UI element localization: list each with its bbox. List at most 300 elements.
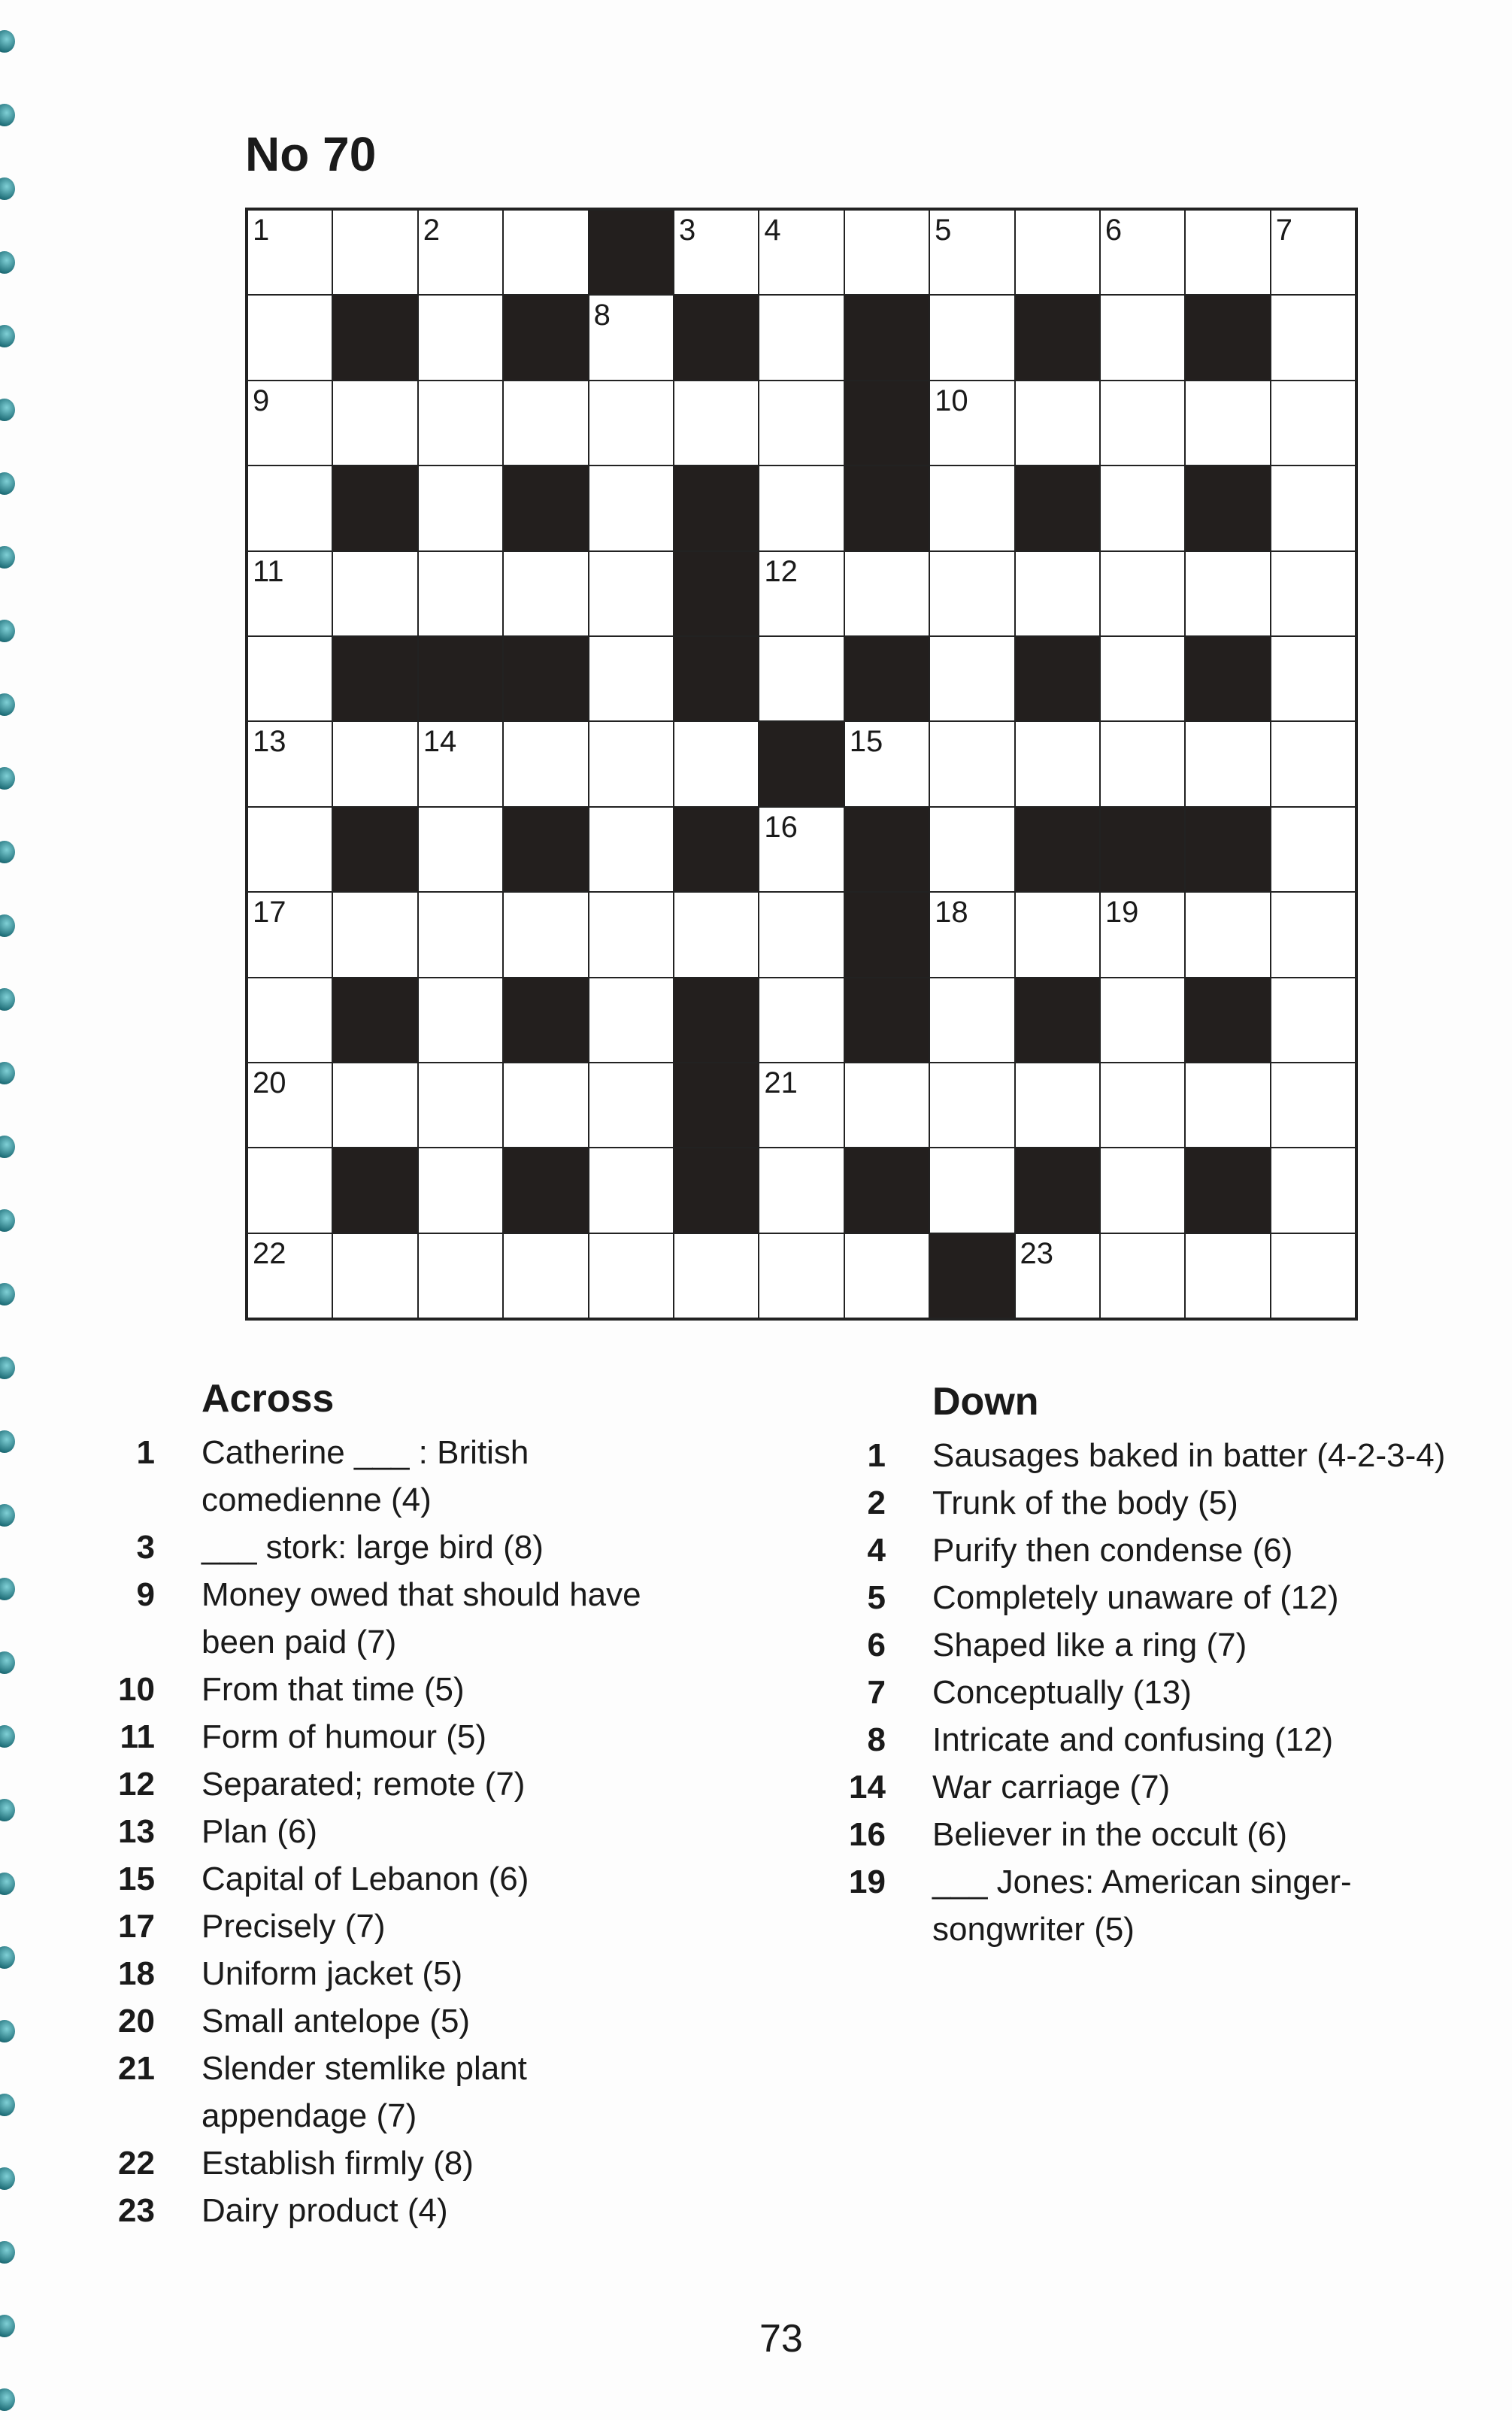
grid-cell[interactable] — [674, 1233, 759, 1318]
black-square — [332, 978, 417, 1063]
black-square — [929, 1233, 1014, 1318]
grid-cell[interactable] — [247, 892, 332, 977]
grid-cell[interactable] — [1015, 551, 1100, 636]
clue-number: 16 — [849, 1816, 886, 1853]
clue-number: 6 — [867, 1627, 886, 1663]
grid-cell[interactable] — [332, 892, 417, 977]
across-clue — [95, 1950, 690, 1997]
black-square — [1185, 978, 1270, 1063]
black-square — [503, 807, 588, 892]
clue-number: 21 — [118, 2050, 155, 2087]
black-square — [674, 466, 759, 550]
grid-cell[interactable] — [1271, 381, 1356, 466]
grid-cell[interactable] — [674, 210, 759, 295]
down-clue — [826, 1716, 1504, 1763]
grid-cell[interactable] — [503, 1233, 588, 1318]
grid-cell[interactable] — [929, 210, 1014, 295]
down-clue — [826, 1811, 1504, 1858]
black-square — [1185, 466, 1270, 550]
grid-cell[interactable] — [759, 1148, 844, 1233]
cell-number: 16 — [764, 810, 798, 844]
down-clue — [826, 1479, 1504, 1527]
grid-cell[interactable] — [929, 892, 1014, 977]
clue-number: 13 — [118, 1813, 155, 1850]
clue-number: 22 — [118, 2145, 155, 2182]
clue-text: Intricate and confusing (12) — [932, 1721, 1334, 1758]
grid-cell[interactable] — [1015, 210, 1100, 295]
grid-cell[interactable] — [589, 551, 674, 636]
grid-cell[interactable] — [247, 466, 332, 550]
clue-number: 12 — [118, 1766, 155, 1803]
clue-text: Trunk of the body (5) — [932, 1484, 1238, 1521]
clue-text: Money owed that should have been paid (7) — [201, 1576, 641, 1660]
grid-cell[interactable] — [759, 295, 844, 380]
clue-number: 4 — [867, 1532, 886, 1569]
grid-cell[interactable] — [418, 807, 503, 892]
grid-cell[interactable] — [929, 466, 1014, 550]
grid-cell[interactable] — [247, 381, 332, 466]
across-clue — [95, 1713, 690, 1760]
across-clue — [95, 1524, 690, 1571]
across-clue — [95, 1429, 690, 1524]
clue-text: Establish firmly (8) — [201, 2145, 474, 2182]
spiral-ring — [0, 693, 15, 716]
down-clue — [826, 1574, 1504, 1621]
grid-cell[interactable] — [332, 1233, 417, 1318]
spiral-ring — [0, 620, 15, 642]
cell-number: 23 — [1020, 1236, 1054, 1270]
grid-cell[interactable] — [1271, 551, 1356, 636]
grid-cell[interactable] — [844, 210, 929, 295]
grid-cell[interactable] — [418, 1063, 503, 1148]
down-clue — [826, 1527, 1504, 1574]
grid-cell[interactable] — [1015, 1063, 1100, 1148]
grid-cell[interactable] — [1185, 381, 1270, 466]
black-square — [1015, 466, 1100, 550]
clue-text: Catherine ___ : British comedienne (4) — [201, 1434, 529, 1518]
grid-cell[interactable] — [1185, 721, 1270, 806]
puzzle-title: No 70 — [245, 127, 377, 181]
across-clue — [95, 2045, 690, 2139]
grid-cell[interactable] — [1100, 1148, 1185, 1233]
grid-cell[interactable] — [247, 1233, 332, 1318]
across-clue — [95, 1903, 690, 1950]
black-square — [844, 807, 929, 892]
grid-cell[interactable] — [503, 1063, 588, 1148]
down-clue — [826, 1621, 1504, 1669]
grid-cell[interactable] — [759, 381, 844, 466]
grid-cell[interactable] — [1271, 892, 1356, 977]
grid-cell[interactable] — [929, 721, 1014, 806]
grid-cell[interactable] — [589, 381, 674, 466]
spiral-ring — [0, 546, 15, 569]
clue-text: From that time (5) — [201, 1671, 465, 1708]
grid-cell[interactable] — [247, 295, 332, 380]
clue-number: 23 — [118, 2192, 155, 2229]
black-square — [503, 295, 588, 380]
grid-cell[interactable] — [503, 721, 588, 806]
clue-text: Purify then condense (6) — [932, 1532, 1293, 1569]
grid-cell[interactable] — [247, 1148, 332, 1233]
spiral-binding — [0, 0, 23, 2420]
grid-cell[interactable] — [1015, 892, 1100, 977]
grid-cell[interactable] — [589, 1063, 674, 1148]
spiral-ring — [0, 1283, 15, 1306]
grid-cell[interactable] — [247, 721, 332, 806]
clue-number: 20 — [118, 2003, 155, 2039]
grid-cell[interactable] — [503, 551, 588, 636]
grid-cell[interactable] — [332, 210, 417, 295]
cell-number: 11 — [253, 554, 284, 588]
grid-cell[interactable] — [589, 1148, 674, 1233]
down-clue — [826, 1669, 1504, 1716]
black-square — [844, 381, 929, 466]
grid-cell[interactable] — [589, 1233, 674, 1318]
grid-cell[interactable] — [1185, 210, 1270, 295]
grid-cell[interactable] — [418, 466, 503, 550]
clue-text: Capital of Lebanon (6) — [201, 1860, 529, 1897]
cell-number: 10 — [935, 384, 968, 417]
across-clue — [95, 1571, 690, 1666]
black-square — [503, 978, 588, 1063]
grid-cell[interactable] — [418, 551, 503, 636]
grid-cell[interactable] — [759, 807, 844, 892]
grid-cell[interactable] — [1185, 551, 1270, 636]
spiral-ring — [0, 104, 15, 126]
black-square — [1015, 807, 1100, 892]
black-square — [844, 978, 929, 1063]
grid-cell[interactable] — [1015, 721, 1100, 806]
grid-cell[interactable] — [332, 721, 417, 806]
spiral-ring — [0, 767, 15, 790]
grid-cell[interactable] — [247, 807, 332, 892]
cell-number: 7 — [1275, 214, 1292, 247]
clue-number: 3 — [136, 1529, 155, 1566]
grid-cell[interactable] — [589, 295, 674, 380]
grid-cell[interactable] — [1271, 466, 1356, 550]
clue-text: Slender stemlike plant appendage (7) — [201, 2050, 527, 2134]
cell-number: 8 — [593, 299, 611, 332]
grid-cell[interactable] — [332, 1063, 417, 1148]
spiral-ring — [0, 177, 15, 200]
grid-cell[interactable] — [503, 381, 588, 466]
clue-number: 9 — [136, 1576, 155, 1613]
clue-number: 18 — [118, 1955, 155, 1992]
grid-cell[interactable] — [1271, 1233, 1356, 1318]
down-clue — [826, 1763, 1504, 1811]
grid-cell[interactable] — [759, 892, 844, 977]
across-clue — [95, 1808, 690, 1855]
cell-number: 18 — [935, 896, 968, 929]
cell-number: 15 — [849, 725, 883, 759]
clue-number: 11 — [120, 1718, 155, 1755]
across-clue — [95, 1855, 690, 1903]
black-square — [844, 636, 929, 721]
spiral-ring — [0, 1209, 15, 1232]
black-square — [844, 1148, 929, 1233]
grid-cell[interactable] — [503, 210, 588, 295]
page-number: 73 — [759, 2317, 803, 2361]
black-square — [674, 636, 759, 721]
grid-cell[interactable] — [1271, 210, 1356, 295]
down-clue — [826, 1432, 1504, 1479]
grid-cell[interactable] — [589, 466, 674, 550]
grid-cell[interactable] — [1185, 1063, 1270, 1148]
grid-cell[interactable] — [247, 1063, 332, 1148]
clue-text: War carriage (7) — [932, 1769, 1171, 1806]
spiral-ring — [0, 325, 15, 347]
black-square — [674, 978, 759, 1063]
spiral-ring — [0, 30, 15, 53]
grid-cell[interactable] — [1100, 381, 1185, 466]
grid-cell[interactable] — [1185, 892, 1270, 977]
clue-number: 5 — [867, 1579, 886, 1616]
black-square — [674, 807, 759, 892]
grid-cell[interactable] — [844, 1063, 929, 1148]
grid-cell[interactable] — [589, 892, 674, 977]
grid-cell[interactable] — [844, 551, 929, 636]
spiral-ring — [0, 988, 15, 1011]
spiral-ring — [0, 1430, 15, 1453]
black-square — [332, 1148, 417, 1233]
spiral-ring — [0, 1873, 15, 1895]
spiral-ring — [0, 1725, 15, 1748]
clue-number: 17 — [118, 1908, 155, 1945]
grid-cell[interactable] — [247, 210, 332, 295]
black-square — [503, 466, 588, 550]
cell-number: 9 — [253, 384, 270, 417]
grid-cell[interactable] — [247, 551, 332, 636]
black-square — [1185, 636, 1270, 721]
black-square — [418, 636, 503, 721]
grid-cell[interactable] — [503, 892, 588, 977]
black-square — [332, 807, 417, 892]
grid-cell[interactable] — [929, 381, 1014, 466]
grid-cell[interactable] — [759, 1233, 844, 1318]
grid-cell[interactable] — [418, 210, 503, 295]
grid-cell[interactable] — [929, 295, 1014, 380]
grid-cell[interactable] — [247, 978, 332, 1063]
grid-cell[interactable] — [674, 381, 759, 466]
clue-number: 1 — [136, 1434, 155, 1471]
spiral-ring — [0, 251, 15, 274]
clue-number: 14 — [849, 1769, 886, 1806]
grid-cell[interactable] — [1100, 466, 1185, 550]
clue-text: Conceptually (13) — [932, 1674, 1192, 1711]
clue-text: Plan (6) — [201, 1813, 318, 1850]
grid-cell[interactable] — [844, 1233, 929, 1318]
grid-cell[interactable] — [759, 551, 844, 636]
grid-cell[interactable] — [929, 807, 1014, 892]
grid-cell[interactable] — [759, 1063, 844, 1148]
clue-number: 19 — [849, 1864, 886, 1900]
across-clue-list — [95, 1429, 690, 2234]
clue-text: Completely unaware of (12) — [932, 1579, 1339, 1616]
grid-cell[interactable] — [1271, 295, 1356, 380]
clue-text: Small antelope (5) — [201, 2003, 471, 2039]
black-square — [1185, 807, 1270, 892]
grid-cell[interactable] — [759, 466, 844, 550]
spiral-ring — [0, 2020, 15, 2042]
grid-cell[interactable] — [418, 381, 503, 466]
cell-number: 4 — [764, 214, 781, 247]
cell-number: 19 — [1104, 896, 1139, 929]
cell-number: 14 — [423, 725, 457, 759]
spiral-ring — [0, 399, 15, 421]
grid-cell[interactable] — [1271, 721, 1356, 806]
grid-cell[interactable] — [332, 551, 417, 636]
cell-number: 20 — [253, 1066, 286, 1099]
spiral-ring — [0, 1799, 15, 1821]
spiral-ring — [0, 1946, 15, 1969]
clue-text: ___ stork: large bird (8) — [201, 1529, 544, 1566]
black-square — [1015, 978, 1100, 1063]
grid-cell[interactable] — [418, 1233, 503, 1318]
grid-cell[interactable] — [418, 978, 503, 1063]
grid-cell[interactable] — [332, 381, 417, 466]
clue-number: 2 — [867, 1484, 886, 1521]
spiral-ring — [0, 2315, 15, 2337]
across-clue — [95, 1760, 690, 1808]
spiral-ring — [0, 1578, 15, 1600]
black-square — [1100, 807, 1185, 892]
clue-text: Separated; remote (7) — [201, 1766, 526, 1803]
black-square — [674, 1063, 759, 1148]
grid-cell[interactable] — [1100, 636, 1185, 721]
black-square — [1185, 295, 1270, 380]
cell-number: 13 — [253, 725, 286, 759]
grid-cell[interactable] — [418, 721, 503, 806]
spiral-ring — [0, 2094, 15, 2116]
black-square — [674, 551, 759, 636]
cell-number: 12 — [764, 554, 798, 588]
black-square — [844, 466, 929, 550]
grid-cell[interactable] — [1100, 295, 1185, 380]
grid-cell[interactable] — [589, 721, 674, 806]
black-square — [1185, 1148, 1270, 1233]
grid-cell[interactable] — [1100, 978, 1185, 1063]
black-square — [1015, 636, 1100, 721]
clue-text: Shaped like a ring (7) — [932, 1627, 1247, 1663]
across-clue — [95, 2187, 690, 2234]
cell-number: 2 — [423, 214, 441, 247]
cell-number: 3 — [678, 214, 696, 247]
clue-number: 10 — [118, 1671, 155, 1708]
clue-number: 15 — [118, 1860, 155, 1897]
grid-cell[interactable] — [929, 1148, 1014, 1233]
clue-number: 1 — [867, 1437, 886, 1474]
clue-text: Believer in the occult (6) — [932, 1816, 1287, 1853]
grid-cell[interactable] — [1271, 1148, 1356, 1233]
black-square — [332, 636, 417, 721]
grid-cell[interactable] — [1100, 1063, 1185, 1148]
grid-cell[interactable] — [418, 1148, 503, 1233]
clue-number: 8 — [867, 1721, 886, 1758]
grid-cell[interactable] — [844, 721, 929, 806]
grid-cell[interactable] — [1015, 1233, 1100, 1318]
grid-cell[interactable] — [674, 892, 759, 977]
grid-cell[interactable] — [759, 978, 844, 1063]
across-clue — [95, 1997, 690, 2045]
grid-cell[interactable] — [1100, 551, 1185, 636]
spiral-ring — [0, 1504, 15, 1527]
grid-cell[interactable] — [1100, 721, 1185, 806]
grid-cell[interactable] — [1271, 1063, 1356, 1148]
black-square — [503, 1148, 588, 1233]
spiral-ring — [0, 2241, 15, 2264]
crossword-grid — [245, 208, 1358, 1321]
grid-cell[interactable] — [1271, 636, 1356, 721]
cell-number: 22 — [253, 1236, 286, 1270]
down-clue-list — [826, 1432, 1504, 1953]
grid-cell[interactable] — [589, 636, 674, 721]
black-square — [674, 1148, 759, 1233]
grid-cell[interactable] — [1100, 892, 1185, 977]
grid-cell[interactable] — [247, 636, 332, 721]
across-clue — [95, 1666, 690, 1713]
spiral-ring — [0, 1062, 15, 1084]
black-square — [844, 892, 929, 977]
grid-cell[interactable] — [929, 1063, 1014, 1148]
grid-cell[interactable] — [1015, 381, 1100, 466]
clue-text: ___ Jones: American singer-songwriter (5) — [932, 1864, 1352, 1948]
grid-cell[interactable] — [929, 978, 1014, 1063]
clue-text: Precisely (7) — [201, 1908, 386, 1945]
black-square — [674, 295, 759, 380]
across-heading: Across — [201, 1377, 335, 1421]
clue-number: 7 — [867, 1674, 886, 1711]
grid-cell[interactable] — [929, 551, 1014, 636]
grid-cell[interactable] — [418, 295, 503, 380]
cell-number: 6 — [1104, 214, 1123, 247]
black-square — [1015, 295, 1100, 380]
grid-cell[interactable] — [1100, 210, 1185, 295]
grid-cell[interactable] — [589, 978, 674, 1063]
spiral-ring — [0, 1136, 15, 1158]
black-square — [503, 636, 588, 721]
grid-cell[interactable] — [418, 892, 503, 977]
down-heading: Down — [932, 1380, 1039, 1424]
grid-cell[interactable] — [1100, 1233, 1185, 1318]
down-clue — [826, 1858, 1504, 1953]
cell-number: 5 — [935, 214, 952, 247]
spiral-ring — [0, 1651, 15, 1674]
black-square — [759, 721, 844, 806]
black-square — [589, 210, 674, 295]
spiral-ring — [0, 2167, 15, 2190]
grid-cell[interactable] — [759, 636, 844, 721]
spiral-ring — [0, 914, 15, 937]
spiral-ring — [0, 2388, 15, 2411]
clue-text: Uniform jacket (5) — [201, 1955, 463, 1992]
clue-text: Form of humour (5) — [201, 1718, 486, 1755]
cell-number: 1 — [253, 214, 270, 247]
black-square — [844, 295, 929, 380]
spiral-ring — [0, 841, 15, 863]
grid-cell[interactable] — [1271, 807, 1356, 892]
clue-text: Sausages baked in batter (4-2-3-4) — [932, 1437, 1446, 1474]
grid-cell[interactable] — [759, 210, 844, 295]
clue-text: Dairy product (4) — [201, 2192, 448, 2229]
cell-number: 21 — [764, 1066, 798, 1099]
grid-cell[interactable] — [1185, 1233, 1270, 1318]
grid-cell[interactable] — [589, 807, 674, 892]
grid-cell[interactable] — [1271, 978, 1356, 1063]
across-clue — [95, 2139, 690, 2187]
grid-cell[interactable] — [929, 636, 1014, 721]
cell-number: 17 — [253, 896, 286, 929]
grid-cell[interactable] — [674, 721, 759, 806]
